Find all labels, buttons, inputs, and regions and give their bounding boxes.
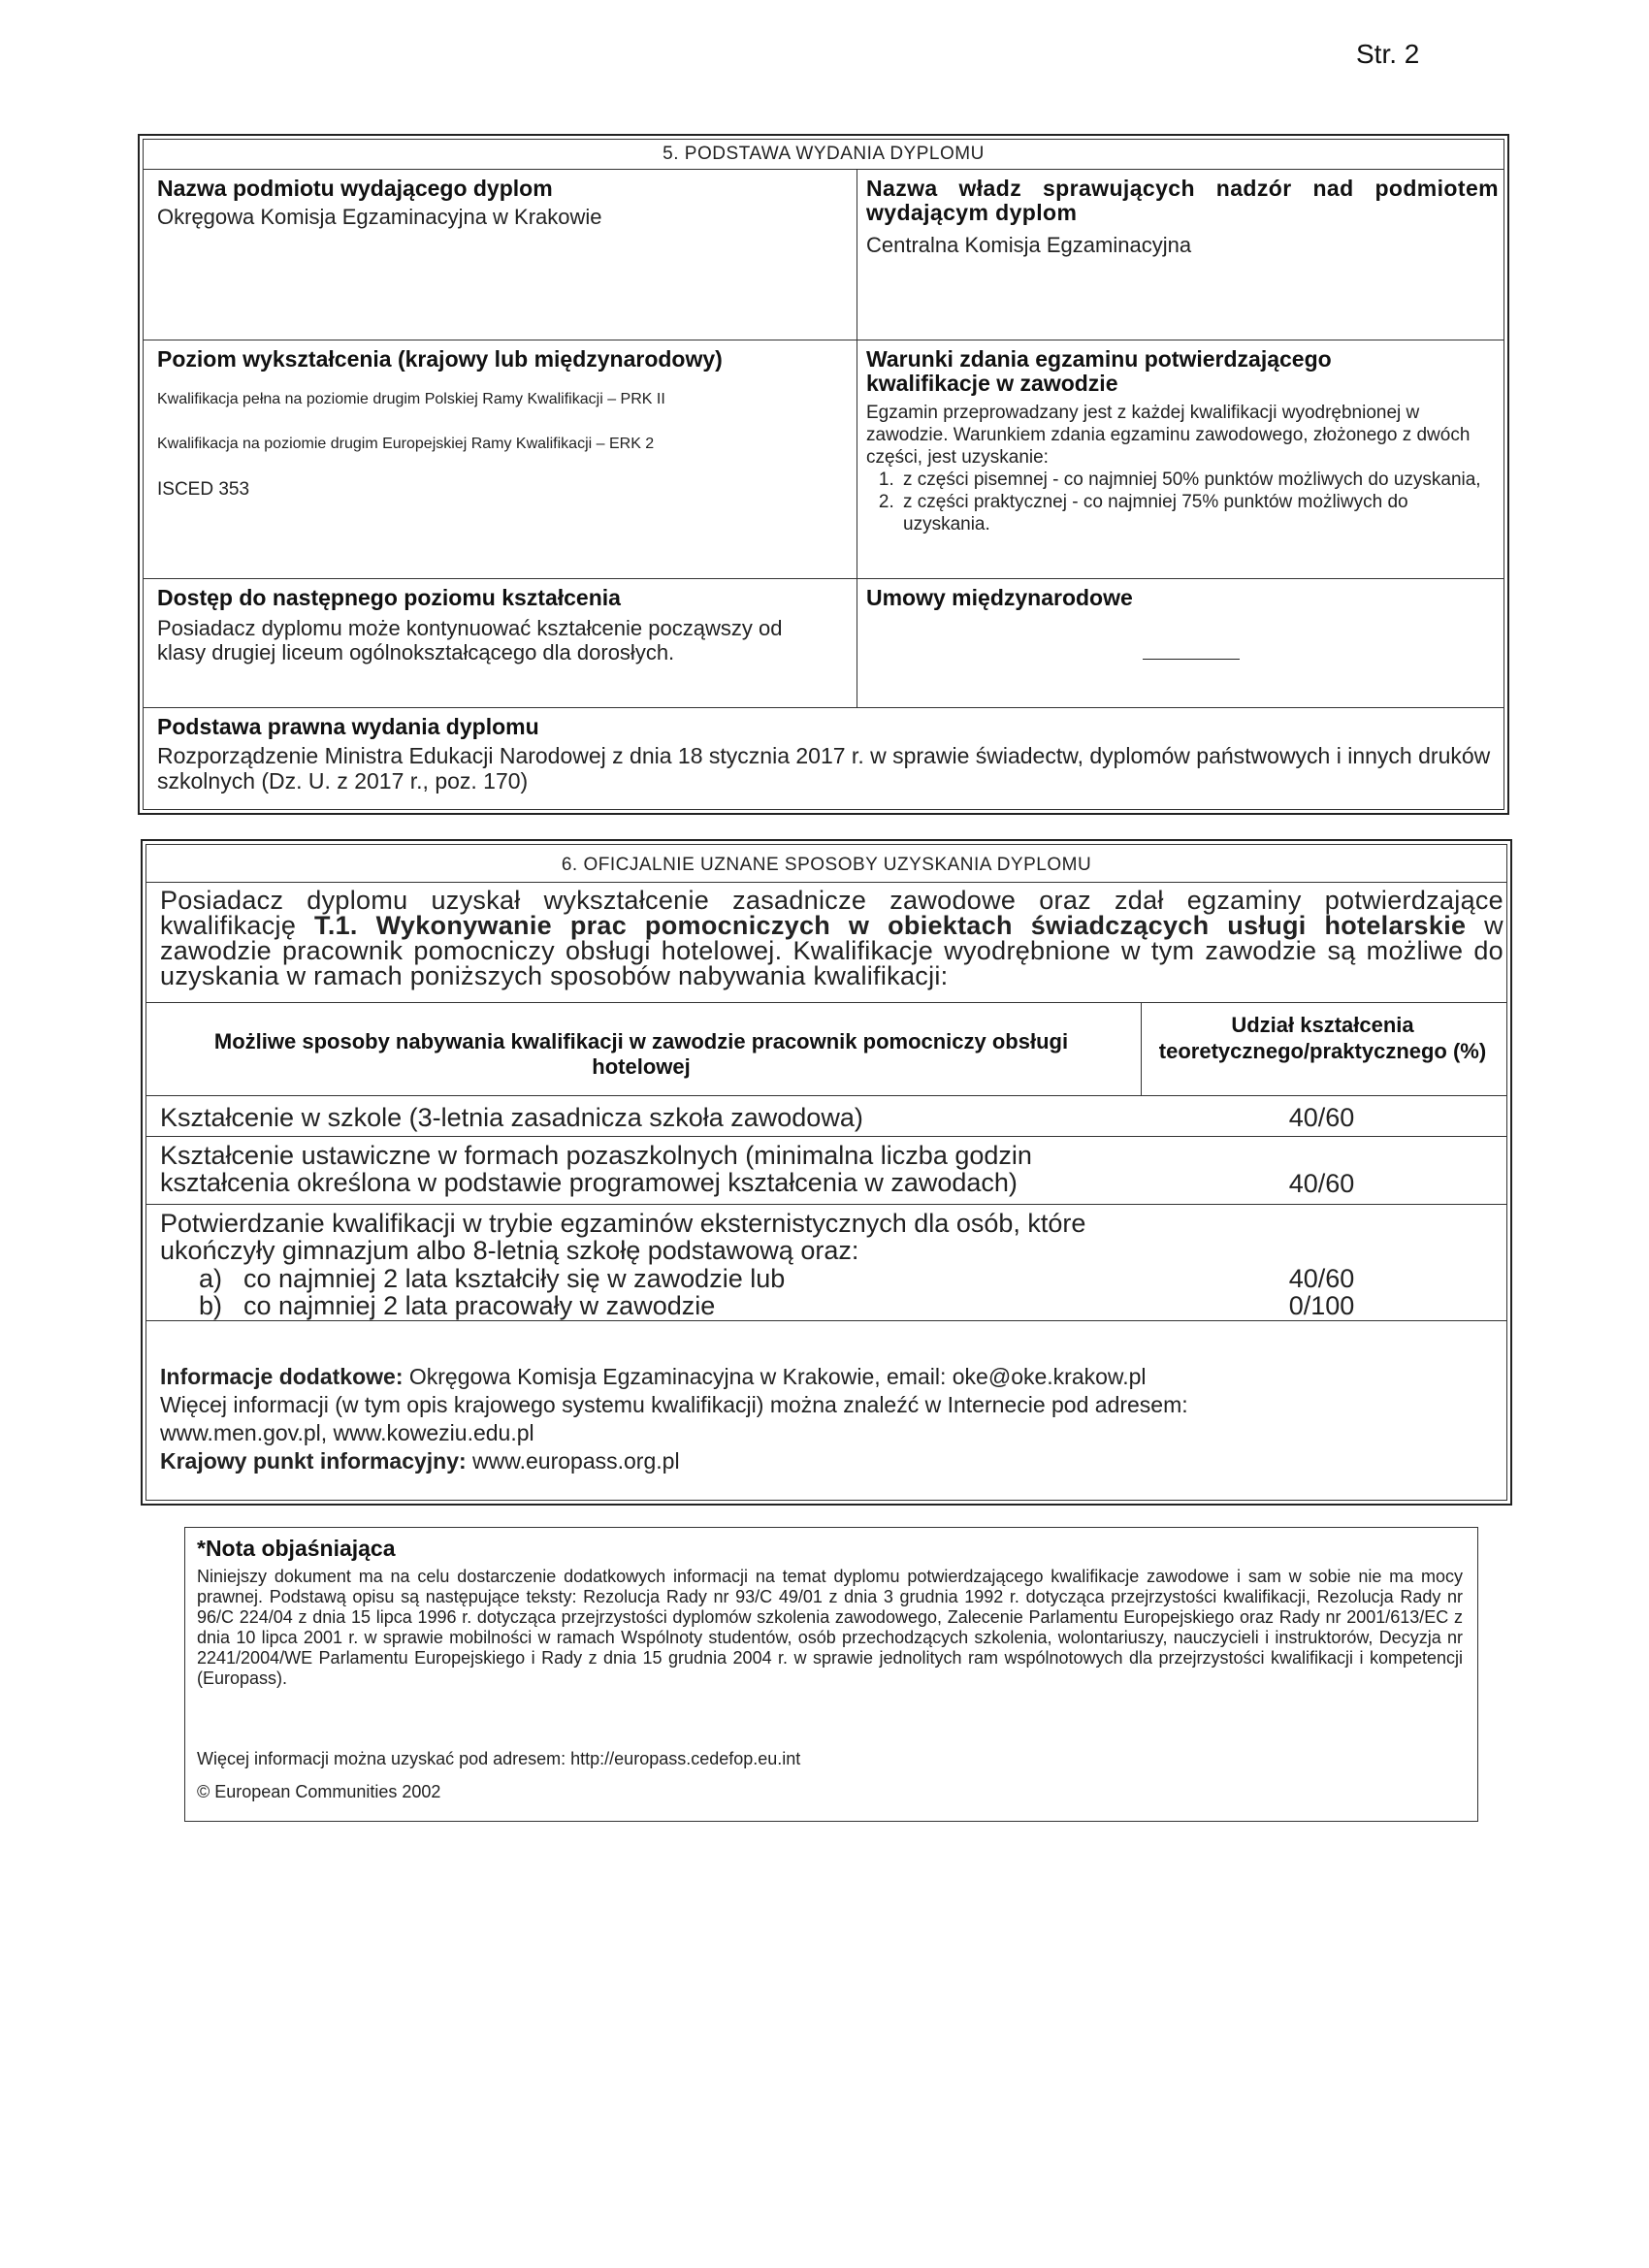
conditions-cell: [866, 347, 1497, 535]
row-value: 40/60: [1288, 1169, 1355, 1198]
table-row-extern: [160, 1210, 1504, 1318]
contact-line: [160, 1447, 1504, 1475]
section-5-box: [138, 134, 1509, 815]
supervisor-value: Centralna Komisja Egzaminacyjna: [866, 233, 1192, 257]
extern-text: Potwierdzanie kwalifikacji w trybie egzaminów eksternistycznych dla osób, które ukończyły gimnazjum albo 8-letnią szkołę podstawową oraz:: [160, 1209, 1086, 1265]
extern-item: [160, 1264, 1504, 1291]
issuer-label: Nazwa podmiotu wydającego dyplom: [157, 176, 553, 201]
agreements-cell: [866, 586, 1497, 610]
nota-text: Niniejszy dokument ma na celu dostarczenie dodatkowych informacji na temat dyplomu potwierdzającego kwalifikacje zawodowe i sam w sobie nie ma mocy prawnej. Podstawą opisu są następujące teksty: Rezolucja Rady nr 93/C 49/01 z dnia 3 grudnia 1992 r. dotycząca przejrzystości kwalifikacji, Rezolucja Rady nr 96/C 224/04 z dnia 15 lipca 1996 r. dotycząca przejrzystości dyplomów szkolenia zawodowego, Zalecenie Parlamentu Europejskiego oraz Rady nr 2001/613/EC z dnia 10 lipca 2001 r. w sprawie mobilności w ramach Wspólnoty studentów, osób przechodzących szkolenia, wolontariuszy, nauczycieli i instruktorów, Decyzja nr 2241/2004/WE Parlamentu Europejskiego i Rady z dnia 15 grudnia 2004 r. w sprawie jednolitych ram wspólnotowych dla przejrzystości kwalifikacji i kompetencji (Europass).: [197, 1567, 1463, 1688]
table-header-left: Możliwe sposoby nabywania kwalifikacji w zawodzie pracownik pomocniczy obsługi hotelowej: [213, 1029, 1069, 1079]
agreements-label: Umowy międzynarodowe: [866, 585, 1133, 610]
extern-marker: a): [199, 1264, 223, 1293]
row-text: Kształcenie w szkole (3-letnia zasadnicza szkoła zawodowa): [160, 1103, 863, 1132]
section-6-title: 6. OFICJALNIE UZNANE SPOSOBY UZYSKANIA DYPLOMU: [561, 855, 1092, 875]
section-6-box: [141, 839, 1512, 1506]
nota-title: *Nota objaśniająca: [197, 1536, 396, 1561]
section-5-title: 5. PODSTAWA WYDANIA DYPLOMU: [663, 144, 985, 164]
extern-item-text: co najmniej 2 lata kształciły się w zawodzie lub: [243, 1264, 786, 1293]
additional-info: [160, 1363, 1504, 1475]
info-more: Więcej informacji (w tym opis krajowego systemu kwalifikacji) można znaleźć w Internecie pod adresem: www.men.gov.pl, www.koweziu.edu.pl: [160, 1392, 1188, 1445]
qualification-name: T.1. Wykonywanie prac pomocniczych w obiektach świadczących usługi hotelarskie: [314, 911, 1467, 940]
access-value: Posiadacz dyplomu może kontynuować kształcenie począwszy od klasy drugiej liceum ogólnokształcącego dla dorosłych.: [157, 616, 783, 664]
row-value: 40/60: [1288, 1103, 1355, 1132]
nota-box: [184, 1527, 1478, 1822]
level-erk: Kwalifikacja na poziomie drugim Europejskiej Ramy Kwalifikacji – ERK 2: [157, 436, 655, 452]
extern-item-text: co najmniej 2 lata pracowały w zawodzie: [243, 1291, 716, 1320]
issuer-cell: [157, 177, 846, 229]
condition-item: 1. z części pisemnej - co najmniej 50% punktów możliwych do uzyskania,: [899, 469, 1497, 491]
info-label: Informacje dodatkowe:: [160, 1364, 404, 1389]
page-number: Str. 2: [1356, 39, 1420, 69]
extern-item-value: 0/100: [1288, 1291, 1355, 1320]
conditions-list: [866, 469, 1497, 535]
legal-cell: [157, 715, 1501, 794]
section-6-intro: [160, 888, 1504, 988]
level-cell: [157, 347, 846, 501]
extern-item: [160, 1291, 1504, 1318]
contact-label: Krajowy punkt informacyjny:: [160, 1448, 467, 1474]
nota-copyright: © European Communities 2002: [197, 1782, 441, 1801]
level-label: Poziom wykształcenia (krajowy lub międzynarodowy): [157, 346, 723, 372]
access-label: Dostęp do następnego poziomu kształcenia: [157, 585, 621, 610]
info-line: [160, 1363, 1504, 1391]
legal-value: Rozporządzenie Ministra Edukacji Narodowej z dnia 18 stycznia 2017 r. w sprawie świadectw, dyplomów państwowych i innych druków szkolnych (Dz. U. z 2017 r., poz. 170): [157, 743, 1491, 794]
row-text: Kształcenie ustawiczne w formach pozaszkolnych (minimalna liczba godzin kształcenia określona w podstawie programowej kształcenia w zawodach): [160, 1141, 1032, 1197]
supervisor-cell: [866, 177, 1499, 257]
extern-marker: b): [199, 1291, 223, 1320]
table-header-right: Udział kształcenia teoretycznego/praktycznego (%): [1158, 1013, 1487, 1063]
supervisor-label: Nazwa władz sprawujących nadzór nad podmiotem wydającym dyplom: [866, 176, 1499, 225]
intro-text-end: w zawodzie pracownik pomocniczy obsługi hotelowej. Kwalifikacje wyodrębnione w tym zawodzie są możliwe do uzyskania w ramach poniższych sposobów nabywania kwalifikacji:: [160, 911, 1504, 990]
contact-value: www.europass.org.pl: [466, 1448, 680, 1474]
nota-more: Więcej informacji można uzyskać pod adresem: http://europass.cedefop.eu.int: [197, 1749, 801, 1768]
intro-text-start: Posiadacz dyplomu uzyskał wykształcenie zasadnicze zawodowe oraz zdał egzaminy potwierdzające kwalifikację: [160, 886, 1504, 940]
info-value: Okręgowa Komisja Egzaminacyjna w Krakowie, email: oke@oke.krakow.pl: [403, 1364, 1147, 1389]
extern-item-value: 40/60: [1288, 1264, 1355, 1293]
conditions-intro: Egzamin przeprowadzany jest z każdej kwalifikacji wyodrębnionej w zawodzie. Warunkiem zdania egzaminu zawodowego, złożonego z dwóch części, jest uzyskanie:: [866, 403, 1471, 468]
condition-item: 2. z części praktycznej - co najmniej 75% punktów możliwych do uzyskania.: [899, 491, 1497, 535]
issuer-value: Okręgowa Komisja Egzaminacyjna w Krakowie: [157, 205, 602, 229]
section-6-inner: [146, 844, 1507, 1501]
agreements-dash: [1143, 659, 1240, 660]
legal-label: Podstawa prawna wydania dyplomu: [157, 714, 539, 739]
access-cell: [157, 586, 817, 664]
level-prk: Kwalifikacja pełna na poziomie drugim Polskiej Ramy Kwalifikacji – PRK II: [157, 391, 665, 407]
section-5-inner: [143, 139, 1504, 810]
level-isced: ISCED 353: [157, 479, 250, 500]
conditions-label: Warunki zdania egzaminu potwierdzającego kwalifikacje w zawodzie: [866, 346, 1332, 396]
